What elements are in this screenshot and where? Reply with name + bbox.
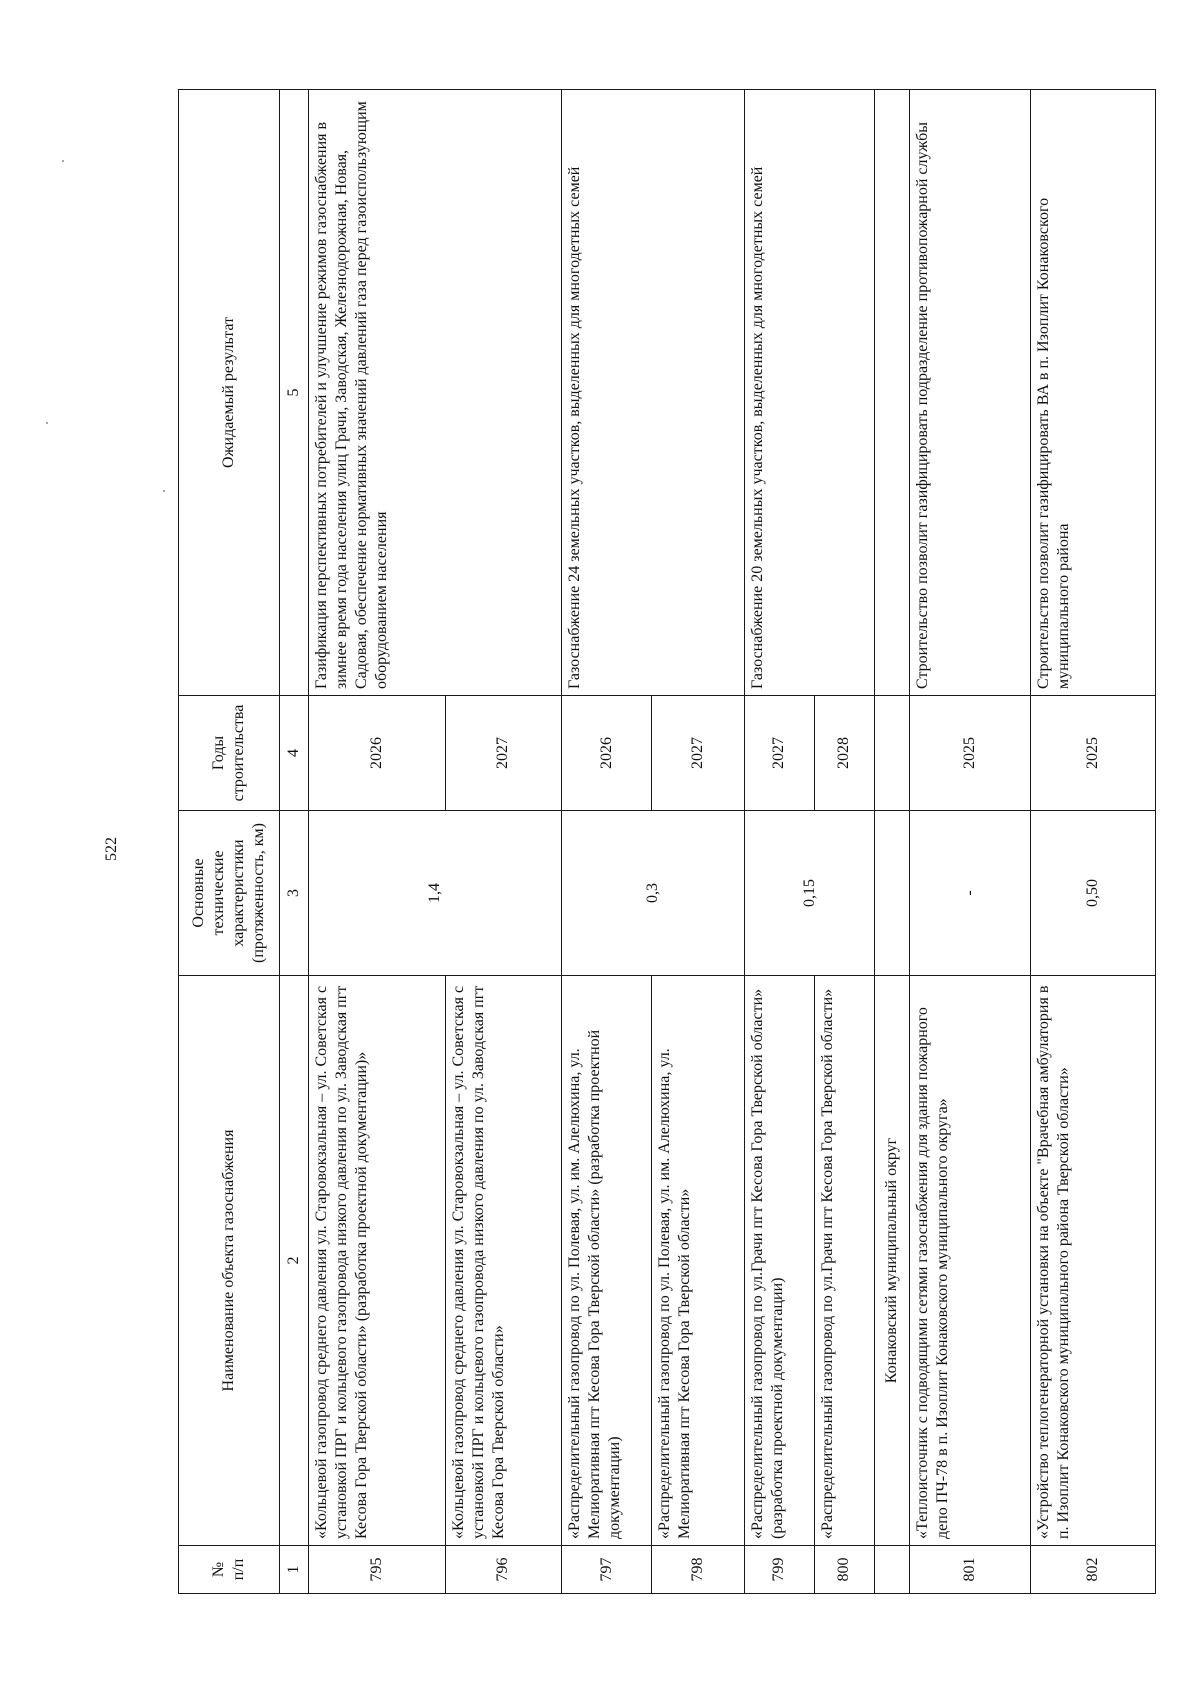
object-name: «Распределительный газопровод по ул.Грачи пгт Кесова Гора Тверской области» — [814, 976, 874, 1546]
expected-result: Газоснабжение 20 земельных участков, выделенных для многодетных семей — [745, 90, 875, 696]
tech-length: 0,50 — [1030, 811, 1155, 976]
row-number: 799 — [745, 1546, 815, 1594]
row-number: 798 — [652, 1546, 745, 1594]
header-result: Ожидаемый результат — [179, 90, 280, 696]
expected-result: Газоснабжение 24 земельных участков, выделенных для многодетных семей — [561, 90, 744, 696]
scan-speck — [46, 422, 48, 424]
object-name: «Распределительный газопровод по ул. Полевая, ул. им. Алелюхина, ул. Мелиоративная пгт Кесова Гора Тверской области» — [652, 976, 745, 1546]
build-year: 2027 — [652, 696, 745, 811]
scan-speck — [62, 160, 64, 162]
build-year: 2027 — [445, 696, 561, 811]
column-number-row — [279, 90, 308, 1594]
header-tech: Основные технические характеристики (протяженность, км) — [179, 811, 280, 976]
table-row — [561, 90, 652, 1594]
section-empty-cell — [875, 90, 910, 696]
header-name: Наименование объекта газоснабжения — [179, 976, 280, 1546]
table-row — [909, 90, 1030, 1594]
row-number: 802 — [1030, 1546, 1155, 1594]
rotated-table-frame — [178, 90, 1156, 1594]
table-row — [308, 90, 445, 1594]
object-name: «Устройство теплогенераторной установки на объекте "Врачебная амбулатория в п. Изоплит Конаковского муниципального района Тверской области» — [1030, 976, 1155, 1546]
build-year: 2028 — [814, 696, 874, 811]
build-year: 2027 — [745, 696, 815, 811]
col-number: 3 — [279, 811, 308, 976]
section-title: Конаковский муниципальный округ — [875, 976, 910, 1546]
expected-result: Строительство позволит газифицировать ВА в п. Изоплит Конаковского муниципального района — [1030, 90, 1155, 696]
tech-length: 1,4 — [308, 811, 561, 976]
tech-length: 0,15 — [745, 811, 875, 976]
expected-result: Строительство позволит газифицировать подразделение противопожарной службы — [909, 90, 1030, 696]
header-years: Годы строительства — [179, 696, 280, 811]
section-empty-cell — [875, 696, 910, 811]
object-name: «Теплоисточник с подводящими сетями газоснабжения для здания пожарного депо ПЧ-78 в п. Изоплит Конаковского муниципального округа» — [909, 976, 1030, 1546]
page-number: 522 — [103, 837, 120, 861]
row-number: 800 — [814, 1546, 874, 1594]
scan-speck — [163, 490, 165, 492]
build-year: 2026 — [561, 696, 652, 811]
build-year: 2026 — [308, 696, 445, 811]
row-number: 797 — [561, 1546, 652, 1594]
row-number: 801 — [909, 1546, 1030, 1594]
row-number: 795 — [308, 1546, 445, 1594]
tech-length: - — [909, 811, 1030, 976]
table-row — [1030, 90, 1155, 1594]
section-empty-cell — [875, 1546, 910, 1594]
col-number: 1 — [279, 1546, 308, 1594]
build-year: 2025 — [909, 696, 1030, 811]
object-name: «Кольцевой газопровод среднего давления ул. Старовокзальная – ул. Советская с установкой ПРГ и кольцевого газопровода низкого давления по ул. Заводская пгт Кесова Гора Тверской области» — [445, 976, 561, 1546]
header-row — [179, 90, 280, 1594]
gas-supply-table — [178, 89, 1156, 1594]
table-row — [745, 90, 815, 1594]
tech-length: 0,3 — [561, 811, 744, 976]
expected-result: Газификация перспективных потребителей и улучшение режимов газоснабжения в зимнее время года населения улиц Грачи, Заводская, Железнодорожная, Новая, Садовая, обеспечение нормативных значений давлений газа перед газоиспользующим оборудованием населения — [308, 90, 561, 696]
section-empty-cell — [875, 811, 910, 976]
object-name: «Распределительный газопровод по ул. Полевая, ул. им. Алелюхина, ул. Мелиоративная пгт Кесова Гора Тверской области» (разработка проектной документации) — [561, 976, 652, 1546]
build-year: 2025 — [1030, 696, 1155, 811]
col-number: 4 — [279, 696, 308, 811]
section-row — [875, 90, 910, 1594]
object-name: «Кольцевой газопровод среднего давления ул. Старовокзальная – ул. Советская с установкой ПРГ и кольцевого газопровода низкого давления по ул. Заводская пгт Кесова Гора Тверской области» (разработка проектной документации)» — [308, 976, 445, 1546]
row-number: 796 — [445, 1546, 561, 1594]
col-number: 5 — [279, 90, 308, 696]
object-name: «Распределительный газопровод по ул.Грачи пгт Кесова Гора Тверской области» (разработка проектной документации) — [745, 976, 815, 1546]
col-number: 2 — [279, 976, 308, 1546]
header-num: № п/п — [179, 1546, 280, 1594]
